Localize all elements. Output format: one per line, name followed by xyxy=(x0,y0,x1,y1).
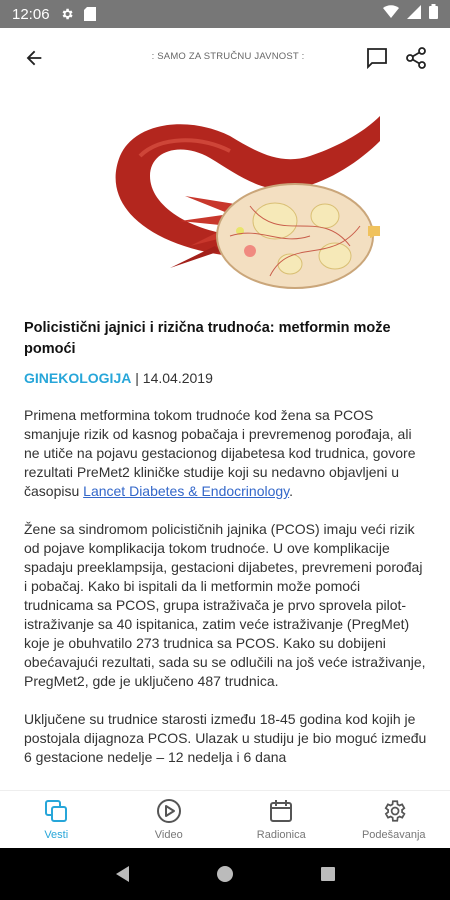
system-navigation-bar xyxy=(0,848,450,900)
nav-item-vesti[interactable] xyxy=(0,791,113,848)
circle-home-icon xyxy=(215,864,235,884)
paragraph-text: Primena metformina tokom trudnoće kod žena sa PCOS smanjuje rizik od kasnog pobačaja i prevremenog porođaja, ali ne utiče na pojavu gestacionog dijabetesa kod trudnica, govore rezultati PreMet2 kliničke studije koji su nedavno objavljeni u časopisu xyxy=(24,407,416,499)
signal-icon xyxy=(407,5,421,24)
comment-button[interactable] xyxy=(363,44,391,72)
paragraph: Uključene su trudnice starosti između 18-45 godina kod kojih je postojala dijagnoza PCOS. Ulazak u studiju je bio moguć između 6 gestacione nedelje – 12 nedelja i 6 dana xyxy=(24,711,427,765)
nav-label: Video xyxy=(154,829,183,841)
article-title: Policistični jajnici i rizična trudnoća: metformin može pomoći xyxy=(24,320,391,357)
battery-icon xyxy=(429,4,438,24)
paragraph xyxy=(24,406,428,501)
back-button[interactable] xyxy=(20,44,48,72)
article-body xyxy=(24,406,428,786)
paragraph: Žene sa sindromom policističnih jajnika (PCOS) imaju veći rizik od pojave komplikacija tokom trudnoće. U ove komplikacije spadaju preeklampsija, gestacioni dijabetes, prevremeni porođaj i pobačaj. Kako bi ispitali da li metformin može pomoći trudnicama sa PCOS, grupa istraživača je prvo sprovela pilot-istraživanje sa 40 ispitanica, zatim veće istraživanje (PregMet) koje je obuhvatilo 273 trudnica sa PCOS. Kako su dobijeni obećavajući rezultati, sada su se odlučili na još veće istraživanje, PregMet2, gde je uključeno 487 trudnica. xyxy=(24,521,426,689)
system-back-button[interactable] xyxy=(107,859,137,889)
comment-icon xyxy=(365,46,389,70)
app-bar xyxy=(0,28,450,86)
nav-item-podesavanja[interactable] xyxy=(338,791,450,848)
bottom-navigation xyxy=(0,790,450,848)
nav-label: Radionica xyxy=(256,829,306,841)
nav-label: Podešavanja xyxy=(361,829,426,841)
nav-item-video[interactable] xyxy=(113,791,226,848)
status-bar xyxy=(0,0,450,28)
share-button[interactable] xyxy=(402,44,430,72)
square-recents-icon xyxy=(319,865,337,883)
system-recents-button[interactable] xyxy=(313,859,343,889)
category-link[interactable]: GINEKOLOGIJA xyxy=(24,370,132,386)
status-time: 12:06 xyxy=(12,5,50,23)
calendar-icon xyxy=(268,798,294,824)
nav-label: Vesti xyxy=(44,829,69,841)
share-icon xyxy=(404,46,428,70)
article-meta xyxy=(24,370,213,386)
back-arrow-icon xyxy=(23,47,45,69)
page-title: : SAMO ZA STRUČNU JAVNOST : xyxy=(151,51,305,62)
triangle-back-icon xyxy=(113,864,131,884)
wifi-icon xyxy=(383,5,399,23)
news-icon xyxy=(43,798,69,824)
settings-gear-icon xyxy=(381,798,407,824)
article-date: 14.04.2019 xyxy=(142,370,213,386)
system-home-button[interactable] xyxy=(210,859,240,889)
nav-item-radionica[interactable] xyxy=(225,791,338,848)
play-icon xyxy=(156,798,182,824)
journal-link[interactable]: Lancet Diabetes & Endocrinology xyxy=(83,483,290,499)
meta-separator: | xyxy=(131,370,143,386)
gear-icon xyxy=(60,7,74,21)
article-content[interactable] xyxy=(0,86,450,790)
article-hero-image xyxy=(80,96,380,306)
sd-card-icon xyxy=(84,7,96,21)
paragraph-end: . xyxy=(289,483,294,499)
